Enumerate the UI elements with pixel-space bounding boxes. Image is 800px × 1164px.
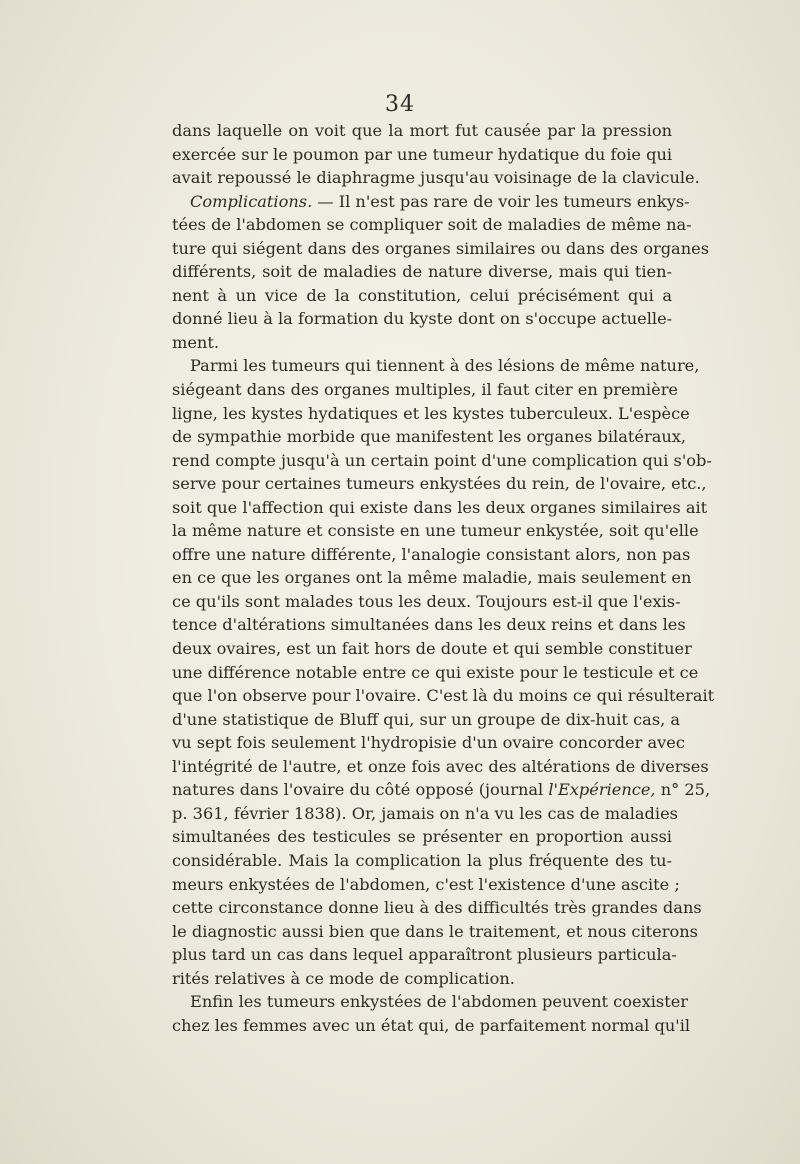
line-text: n° 25,: [655, 780, 711, 800]
text-line: d'une statistique de Bluff qui, sur un groupe de dix-huit cas, a: [172, 709, 681, 729]
text-line: exercée sur le poumon par une tumeur hydatique du foie qui: [172, 144, 673, 164]
page-number: 34: [385, 92, 415, 117]
text-line: soit que l'affection qui existe dans les deux organes similaires ait: [172, 497, 708, 517]
text-line: ture qui siégent dans des organes similaires ou dans des organes: [172, 238, 710, 258]
text-line: en ce que les organes ont la même maladie, mais seulement en: [172, 568, 692, 588]
text-line: différents, soit de maladies de nature diverse, mais qui tien-: [172, 262, 672, 282]
text-line: [172, 190, 690, 214]
text-line: tées de l'abdomen se compliquer soit de maladies de même na-: [172, 215, 692, 235]
text-line: tence d'altérations simultanées dans les deux reins et dans les: [172, 615, 686, 635]
text-line: deux ovaires, est un fait hors de doute et qui semble constituer: [172, 639, 692, 659]
text-line: le diagnostic aussi bien que dans le traitement, et nous citerons: [172, 921, 698, 941]
text-line: Parmi les tumeurs qui tiennent à des lésions de même nature,: [190, 356, 700, 376]
line-text: — Il n'est pas rare de voir les tumeurs enkys-: [312, 191, 690, 211]
text-line: ligne, les kystes hydatiques et les kystes tuberculeux. L'espèce: [172, 403, 690, 423]
italic-heading: Complications.: [190, 191, 313, 211]
text-line: rend compte jusqu'à un certain point d'une complication qui s'ob-: [172, 450, 712, 470]
text-line: simultanées des testicules se présenter en proportion aussi: [172, 827, 672, 847]
text-line: plus tard un cas dans lequel apparaîtront plusieurs particula-: [172, 945, 677, 965]
text-line: cette circonstance donne lieu à des difficultés très grandes dans: [172, 898, 702, 918]
text-line: vu sept fois seulement l'hydropisie d'un ovaire concorder avec: [172, 733, 685, 753]
text-line: offre une nature différente, l'analogie consistant alors, non pas: [172, 544, 691, 564]
text-line: nent à un vice de la constitution, celui précisément qui a: [172, 285, 672, 305]
text-line: meurs enkystées de l'abdomen, c'est l'existence d'une ascite ;: [172, 874, 680, 894]
text-line: avait repoussé le diaphragme jusqu'au voisinage de la clavicule.: [172, 168, 700, 188]
text-line: l'intégrité de l'autre, et onze fois avec des altérations de diverses: [172, 756, 709, 776]
text-line: une différence notable entre ce qui existe pour le testicule et ce: [172, 662, 699, 682]
text-line: la même nature et consiste en une tumeur enkystée, soit qu'elle: [172, 521, 699, 541]
text-line: ce qu'ils sont malades tous les deux. Toujours est-il que l'exis-: [172, 591, 681, 611]
journal-title: l'Expérience,: [548, 780, 656, 800]
text-line: considérable. Mais la complication la plus fréquente des tu-: [172, 850, 672, 870]
text-line: donné lieu à la formation du kyste dont on s'occupe actuelle-: [172, 309, 673, 329]
text-line: rités relatives à ce mode de complication.: [172, 968, 515, 988]
line-text: natures dans l'ovaire du côté opposé (journal: [172, 780, 549, 800]
text-line: p. 361, février 1838). Or, jamais on n'a vu les cas de maladies: [172, 803, 678, 823]
text-line: ment.: [172, 332, 220, 352]
text-line: [172, 778, 711, 802]
text-line: de sympathie morbide que manifestent les organes bilatéraux,: [172, 427, 687, 447]
text-line: siégeant dans des organes multiples, il faut citer en première: [172, 380, 679, 400]
text-line: Enfin les tumeurs enkystées de l'abdomen peuvent coexister: [190, 992, 689, 1012]
text-line: dans laquelle on voit que la mort fut causée par la pression: [172, 121, 672, 140]
text-line: chez les femmes avec un état qui, de parfaitement normal qu'il: [172, 1015, 691, 1035]
text-line: serve pour certaines tumeurs enkystées du rein, de l'ovaire, etc.,: [172, 474, 707, 494]
text-line: que l'on observe pour l'ovaire. C'est là du moins ce qui résulterait: [172, 686, 715, 706]
body-text: [172, 119, 715, 1037]
